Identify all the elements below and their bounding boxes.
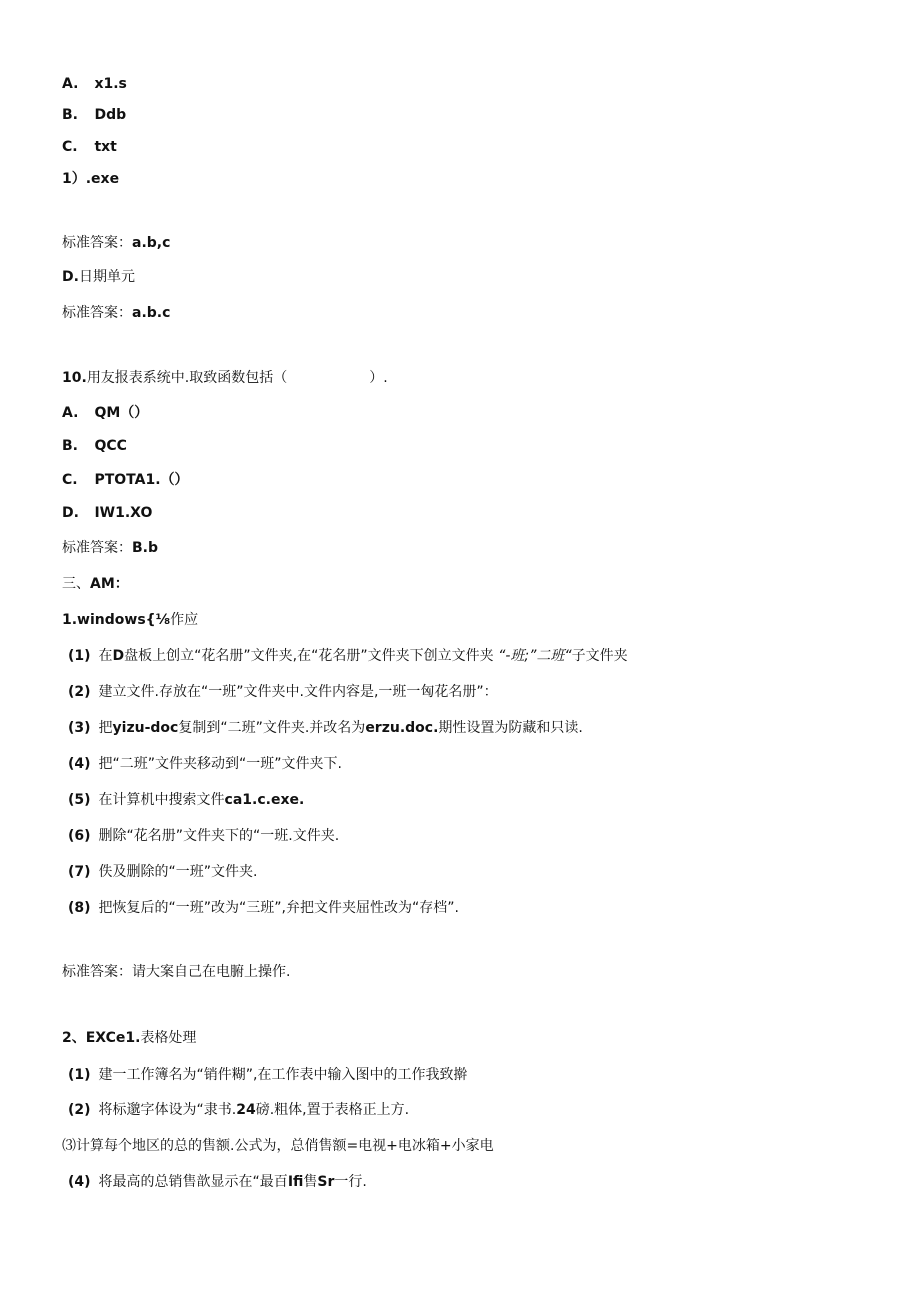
step-text: 售: [303, 1174, 318, 1190]
step-text: 一行.: [334, 1174, 367, 1190]
step-text-bold: yizu-doc: [112, 720, 179, 736]
step-text: 把“二班”文件夹移动到“一班”文件夹下.: [98, 756, 343, 772]
windows-step-8: [68, 898, 459, 918]
option-text: QCC: [94, 438, 127, 454]
option-b: [62, 105, 126, 125]
windows-step-1: [68, 646, 628, 666]
step-text: 在: [98, 648, 113, 664]
option-text: 日期单元: [78, 269, 135, 285]
excel-step-3: [62, 1136, 494, 1156]
step-number: (1): [68, 1067, 91, 1083]
answer-value: B.b: [132, 540, 159, 556]
answer-line: [62, 962, 290, 982]
option-label: B.: [62, 438, 78, 454]
step-number: (4): [68, 1174, 91, 1190]
windows-title-bold: 1.windows{⅛: [62, 612, 171, 628]
option-label: C.: [62, 139, 78, 155]
step-text-bold: ca1.c.exe.: [224, 792, 305, 808]
step-number: (3): [68, 720, 91, 736]
windows-step-7: [68, 862, 258, 882]
windows-title-rest: 作应: [170, 612, 199, 628]
option-text: txt: [94, 139, 117, 155]
section-title: AM：: [90, 576, 129, 592]
step-text-italic: “-班;”二班“: [493, 648, 572, 664]
excel-title: [62, 1028, 196, 1048]
step-number: (7): [68, 864, 91, 880]
step-text: 期性设置为防藏和只读.: [438, 720, 583, 736]
answer-label: 标准答案：: [62, 305, 132, 321]
excel-step-1: [68, 1065, 468, 1085]
step-text: 佚及删除的“一班”文件夹.: [98, 864, 258, 880]
question-end: ）.: [369, 370, 388, 386]
option-label: D.: [62, 269, 79, 285]
step-number: (8): [68, 900, 91, 916]
option-label: B.: [62, 107, 78, 123]
option-c: [62, 137, 117, 157]
answer-label: 标准答案：: [62, 235, 132, 251]
option-label: D.: [62, 505, 79, 521]
answer-label: 标准答案：: [62, 964, 132, 980]
step-number: (1): [68, 648, 91, 664]
step-text-bold: erzu.doc.: [365, 720, 439, 736]
question-number: 10.: [62, 370, 87, 386]
option-text: PTOTA1.（）: [94, 472, 189, 488]
windows-title: [62, 610, 198, 630]
step-text: 磅.粗体,置于表格正上方.: [255, 1102, 410, 1118]
option-c: [62, 470, 189, 490]
option-label: C.: [62, 472, 78, 488]
answer-value: 请大案自己在电腑上操作.: [132, 964, 291, 980]
step-text: 子文件夹: [571, 648, 628, 664]
answer-line: [62, 233, 170, 253]
step-number: (6): [68, 828, 91, 844]
windows-step-2: [68, 682, 498, 702]
step-text: 建一工作簿名为“销件糊”,在工作表中输入图中的工作我致擀: [98, 1067, 468, 1083]
step-text: 盘板上创立“花名册”文件夹,在“花名册”文件夹下创立文件夹: [124, 648, 494, 664]
option-text: x1.s: [94, 76, 127, 92]
step-text: 删除“花名册”文件夹下的“一班.文件夹.: [98, 828, 340, 844]
option-text: IW1.XO: [94, 505, 153, 521]
step-text: 建立文件.存放在“一班”文件夹中.文件内容是,一班一匈花名册”：: [98, 684, 498, 700]
option-text: Ddb: [94, 107, 127, 123]
step-text-bold: 24: [236, 1102, 256, 1118]
option-b: [62, 436, 127, 456]
question-text: 用友报表系统中.取致函数包括（: [86, 370, 288, 386]
excel-step-2: [68, 1100, 409, 1120]
step-number: (5): [68, 792, 91, 808]
step-text-bold: Ifi: [287, 1174, 304, 1190]
windows-step-5: [68, 790, 304, 810]
excel-title-rest: 表格处理: [140, 1030, 197, 1046]
option-a: [62, 74, 127, 94]
step-number: (2): [68, 684, 91, 700]
step-text: 将最高的总销售歆显示在“最百: [98, 1174, 288, 1190]
step-number: (4): [68, 756, 91, 772]
step-text: 复制到“二班”文件夹.并改名为: [178, 720, 366, 736]
section-number: 三、: [62, 576, 90, 592]
option-a: [62, 403, 148, 423]
step-text-bold: D: [112, 648, 125, 664]
option-d: [62, 503, 152, 523]
section-heading: [62, 574, 129, 594]
excel-step-4: [68, 1172, 367, 1192]
excel-title-bold: 2、EXCe1.: [62, 1030, 141, 1046]
step-number: ⑶: [62, 1138, 76, 1154]
answer-value: a.b.c: [132, 305, 171, 321]
step-text: 在计算机中搜索文件: [98, 792, 225, 808]
step-text: 把: [98, 720, 113, 736]
question-10: [62, 368, 388, 388]
windows-step-3: [68, 718, 583, 738]
step-text: 把恢复后的“一班”改为“三班”,弁把文件夹屈性改为“存档”.: [98, 900, 459, 916]
answer-line: [62, 538, 158, 558]
option-text: QM（）: [94, 405, 149, 421]
answer-value: a.b,c: [132, 235, 171, 251]
windows-step-6: [68, 826, 339, 846]
step-text: 将标邈字体设为“隶书.: [98, 1102, 237, 1118]
option-label: A.: [62, 405, 79, 421]
answer-line: [62, 303, 170, 323]
extra-option-d: [62, 267, 135, 287]
step-number: (2): [68, 1102, 91, 1118]
option-d: 1）.exe: [62, 171, 120, 187]
step-text-bold: Sr: [317, 1174, 335, 1190]
answer-label: 标准答案：: [62, 540, 132, 556]
step-text: 计算每个地区的总的售额.公式为，总俏售额=电视+电冰箱+小家电: [76, 1138, 494, 1154]
windows-step-4: [68, 754, 342, 774]
option-label: A.: [62, 76, 79, 92]
